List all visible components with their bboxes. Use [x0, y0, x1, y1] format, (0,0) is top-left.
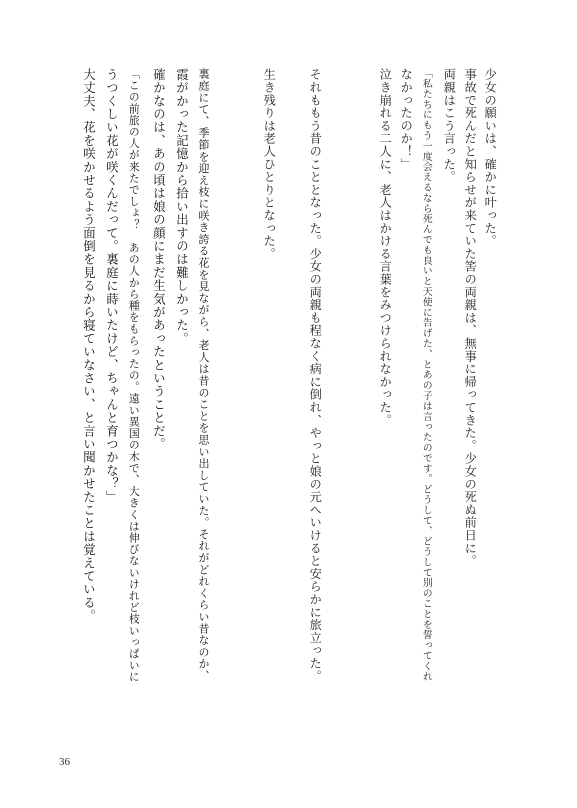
handwritten-line: それももう昔のこととなった。少女の両親も程なく病に倒れ、やっと娘の元へいけると安らかに旅立った。 [308, 68, 323, 683]
body-text-line: 裏庭にて、季節を迎え枝に咲き誇る花を見ながら、老人は昔のことを思い出していた。それがどれくらい昔なのか、 [197, 68, 210, 682]
body-text-line: 「この前旅の人が来たでしょ？ あの人から種をもらったの。遠い異国の木で、大きくは伸びないけれど枝いっぱいに [127, 68, 141, 683]
body-text-line: 霞がかった記憶から拾い出すのは難しかった。 [174, 68, 190, 346]
handwritten-line: なかったのか！」 [399, 68, 414, 171]
handwritten-line: 「私たちにもう一度会えるなら死んでも良いと天使に告げた、とあの子は言ったのです。どうして、どうして別のことを誓ってくれ [420, 68, 432, 682]
handwritten-line: 事故で死んだと知らせが来ていた筈の両親は、無事に帰ってきた。少女の死ぬ前日に。 [463, 68, 478, 568]
body-text-line: うつくしい花が咲くんだって。裏庭に蒔いたけど、ちゃんと育つかな？」 [104, 68, 120, 504]
page-number: 36 [59, 756, 70, 768]
handwritten-line: 少女の願いは、確かに叶った。 [483, 68, 498, 248]
body-text-line: 確かなのは、あの頃は娘の顔にまだ生気があったということだ。 [151, 68, 167, 451]
handwritten-line: 生き残りは老人ひとりとなった。 [262, 68, 277, 260]
body-text-line: 大丈夫、花を咲かせるよう面倒を見るから寝ていなさい、と言い聞かせたことは覚えている。 [81, 68, 97, 623]
handwritten-line: 両親はこう言った。 [442, 68, 457, 184]
handwritten-line: 泣き崩れる二人に、老人はかける言葉をみつけられなかった。 [378, 68, 393, 427]
